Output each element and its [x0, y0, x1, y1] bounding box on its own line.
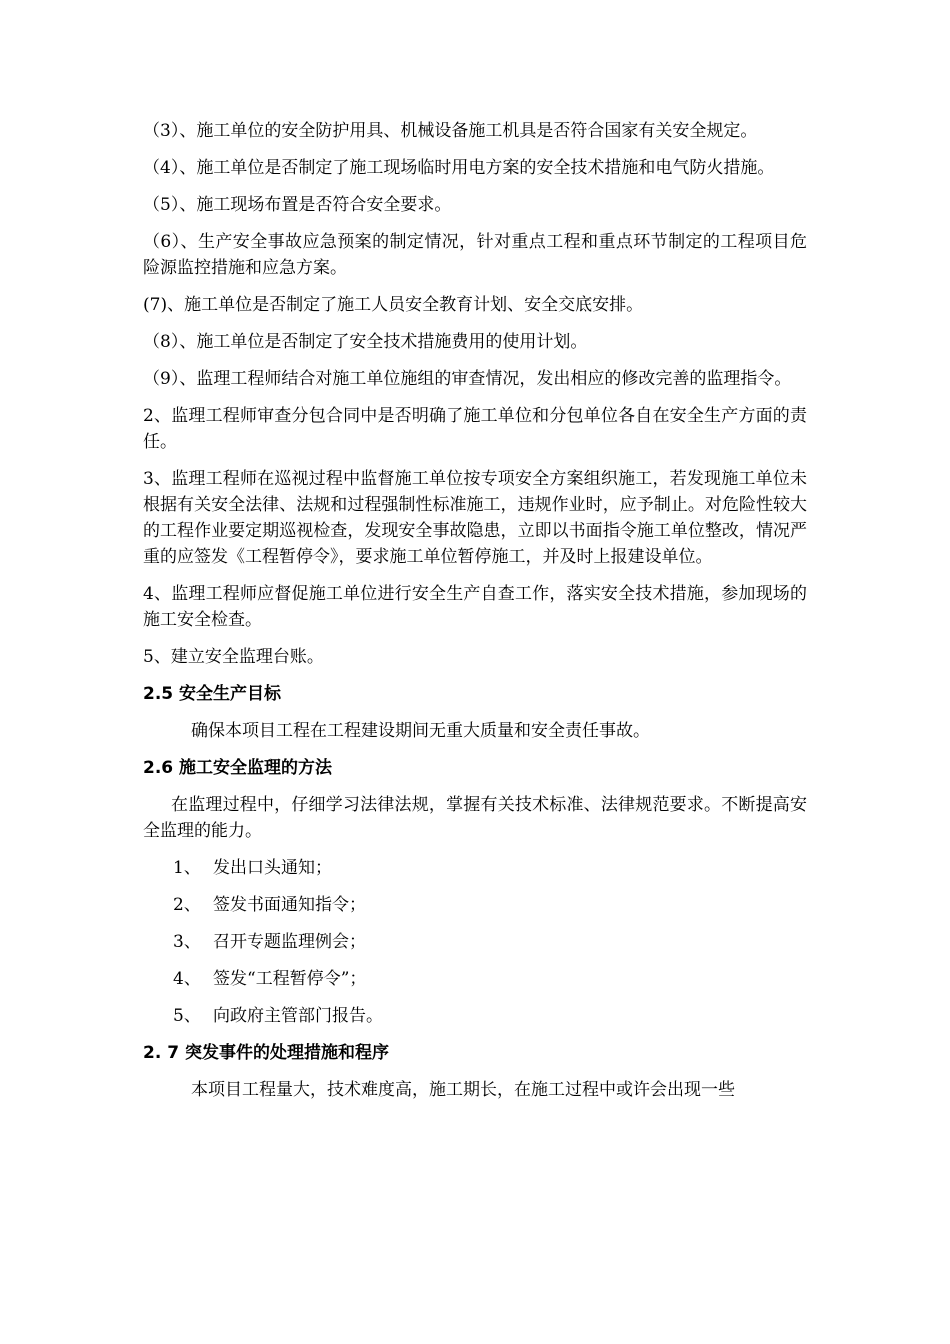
list-text: 签发书面通知指令；	[213, 895, 366, 915]
list-number: 1、	[173, 858, 201, 878]
list-number: 5、	[173, 1006, 201, 1026]
paragraph-item-7: (7)、施工单位是否制定了施工人员安全教育计划、安全交底安排。	[143, 295, 644, 315]
paragraph-point-3: 3、监理工程师在巡视过程中监督施工单位按专项安全方案组织施工，若发现施工单位未根据有关安全法律、法规和过程强制性标准施工，违规作业时，应予制止。对危险性较大的工程作业要定期巡视检查，发现安全事故隐患，立即以书面指令施工单位整改，情况严重的应签发《工程暂停令》，要求施工单位暂停施工，并及时上报建设单位。	[143, 469, 807, 567]
paragraph-item-3: （3）、施工单位的安全防护用具、机械设备施工机具是否符合国家有关安全规定。	[143, 121, 758, 141]
list-number: 4、	[173, 969, 201, 989]
paragraph-item-6: （6）、生产安全事故应急预案的制定情况，针对重点工程和重点环节制定的工程项目危险源监控措施和应急方案。	[143, 232, 807, 278]
list-text: 发出口头通知；	[213, 858, 332, 878]
list-number: 3、	[173, 932, 201, 952]
paragraph-item-9: （9）、监理工程师结合对施工单位施组的审查情况，发出相应的修改完善的监理指令。	[143, 369, 792, 389]
paragraph-point-2: 2、监理工程师审查分包合同中是否明确了施工单位和分包单位各自在安全生产方面的责任。	[143, 406, 807, 452]
section-2-6-text: 在监理过程中，仔细学习法律法规，掌握有关技术标准、法律规范要求。不断提高安全监理的能力。	[143, 795, 807, 841]
list-text: 签发“工程暂停令”；	[213, 969, 367, 989]
list-number: 2、	[173, 895, 201, 915]
section-heading-2-6: 2.6 施工安全监理的方法	[143, 758, 333, 778]
paragraph-point-4: 4、监理工程师应督促施工单位进行安全生产自查工作，落实安全技术措施，参加现场的施工安全检查。	[143, 584, 807, 630]
method-list-item	[143, 966, 807, 992]
method-list-item	[143, 892, 807, 918]
document-body	[143, 118, 807, 1114]
section-2-5-text: 确保本项目工程在工程建设期间无重大质量和安全责任事故。	[191, 721, 650, 741]
list-text: 召开专题监理例会；	[213, 932, 366, 952]
section-2-7-text: 本项目工程量大，技术难度高，施工期长，在施工过程中或许会出现一些	[191, 1080, 735, 1100]
section-heading-2-7: 2. 7 突发事件的处理措施和程序	[143, 1043, 389, 1063]
paragraph-item-4: （4）、施工单位是否制定了施工现场临时用电方案的安全技术措施和电气防火措施。	[143, 158, 775, 178]
paragraph-point-5: 5、建立安全监理台账。	[143, 647, 324, 667]
paragraph-item-5: （5）、施工现场布置是否符合安全要求。	[143, 195, 452, 215]
list-text: 向政府主管部门报告。	[213, 1006, 383, 1026]
section-heading-2-5: 2.5 安全生产目标	[143, 684, 282, 704]
method-list-item	[143, 855, 807, 881]
paragraph-item-8: （8）、施工单位是否制定了安全技术措施费用的使用计划。	[143, 332, 588, 352]
method-list-item	[143, 1003, 807, 1029]
method-list-item	[143, 929, 807, 955]
